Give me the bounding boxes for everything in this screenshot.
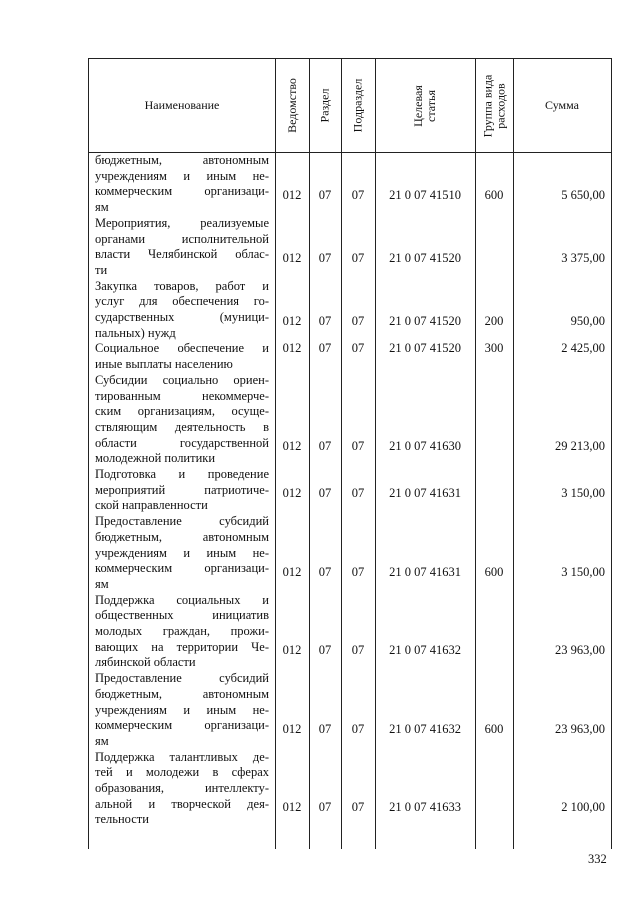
ved-cell: 012: [282, 439, 302, 454]
table-row: [89, 671, 611, 750]
celevaya-cell: 21 0 07 41631: [389, 564, 461, 579]
row-name-line: ствляющим деятельность в: [95, 419, 269, 434]
row-name-line: ским организациям, осуще-: [95, 404, 269, 419]
summa-cell: 29 213,00: [555, 439, 605, 454]
row-name-line: молодежной политики: [95, 451, 216, 466]
ved-cell: 012: [282, 341, 302, 356]
razdel-cell: 07: [318, 188, 332, 203]
row-name-line: сударственных (муници-: [95, 310, 269, 324]
row-name-line: коммерческим организаци-: [95, 561, 269, 576]
row-name-line: учреждениям и иным не-: [95, 168, 269, 183]
header-razdel-label: Раздел: [317, 88, 332, 123]
table-row: [89, 216, 611, 279]
table-row: [89, 750, 611, 829]
razdel-cell: 07: [318, 643, 332, 658]
row-name-line: власти Челябинской облас-: [95, 247, 269, 262]
razdel-cell: 07: [318, 250, 332, 265]
table-row: [89, 341, 611, 372]
header-summa-label: Сумма: [545, 98, 579, 112]
row-name-line: общественных инициатив: [95, 608, 269, 623]
ved-cell: 012: [282, 643, 302, 658]
row-name-line: коммерческим организаци-: [95, 184, 269, 199]
table-row: [89, 514, 611, 593]
page-number: 332: [588, 852, 607, 866]
row-name-line: услуг для обеспечения го-: [95, 294, 269, 309]
row-name-line: пальных) нужд: [95, 325, 176, 340]
table-row: [89, 467, 611, 514]
row-name-line: бюджетным, автономным: [95, 153, 269, 167]
row-name-line: Субсидии социально ориен-: [95, 372, 269, 387]
header-ved-label: Ведомство: [284, 78, 299, 133]
budget-table: [88, 58, 612, 849]
row-name: [95, 593, 269, 672]
row-name-line: ской направленности: [95, 498, 208, 513]
celevaya-cell: 21 0 07 41632: [389, 721, 461, 736]
razdel-cell: 07: [318, 341, 332, 356]
row-name: [95, 373, 269, 467]
row-name-line: Подготовка и проведение: [95, 467, 269, 481]
summa-cell: 5 650,00: [561, 188, 605, 203]
summa-cell: 23 963,00: [555, 643, 605, 658]
ved-cell: 012: [282, 250, 302, 265]
row-name-line: органами исполнительной: [95, 231, 269, 246]
podrazdel-cell: 07: [351, 250, 365, 265]
table-row: [89, 153, 611, 216]
summa-cell: 2 425,00: [561, 341, 605, 356]
row-name-line: молодых граждан, прожи-: [95, 624, 269, 638]
gruppa-cell: 600: [484, 564, 504, 579]
row-name-line: коммерческим организаци-: [95, 718, 269, 733]
table-row: [89, 279, 611, 342]
header-celevaya-label: Целевая статья: [410, 84, 438, 127]
row-name-line: тельности: [95, 812, 149, 827]
razdel-cell: 07: [318, 800, 332, 815]
row-name-line: бюджетным, автономным: [95, 686, 269, 701]
row-name-line: ям: [95, 200, 109, 215]
celevaya-cell: 21 0 07 41520: [389, 341, 461, 356]
row-name-line: области государственной: [95, 435, 269, 450]
celevaya-cell: 21 0 07 41633: [389, 800, 461, 815]
gruppa-cell: 600: [484, 721, 504, 736]
razdel-cell: 07: [318, 439, 332, 454]
razdel-cell: 07: [318, 313, 332, 328]
row-name-line: альной и творческой дея-: [95, 796, 269, 811]
ved-cell: 012: [282, 486, 302, 501]
row-name-line: ти: [95, 262, 108, 277]
podrazdel-cell: 07: [351, 313, 365, 328]
table-row: [89, 373, 611, 467]
celevaya-cell: 21 0 07 41630: [389, 439, 461, 454]
header-celevaya: [375, 59, 475, 152]
razdel-cell: 07: [318, 564, 332, 579]
summa-cell: 3 150,00: [561, 564, 605, 579]
razdel-cell: 07: [318, 486, 332, 501]
header-gruppa-label: Группа вида расходов: [480, 74, 507, 137]
row-name-line: Поддержка социальных и: [95, 592, 269, 607]
row-name-line: образования, интеллекту-: [95, 781, 269, 795]
ved-cell: 012: [282, 564, 302, 579]
header-ved: [275, 59, 309, 152]
header-razdel: [309, 59, 341, 152]
row-name-line: Закупка товаров, работ и: [95, 278, 269, 293]
ved-cell: 012: [282, 188, 302, 203]
gruppa-cell: 300: [484, 341, 504, 356]
header-podrazdel: [341, 59, 375, 152]
celevaya-cell: 21 0 07 41510: [389, 188, 461, 203]
celevaya-cell: 21 0 07 41520: [389, 313, 461, 328]
summa-cell: 2 100,00: [561, 800, 605, 815]
row-name-line: ям: [95, 576, 109, 591]
summa-cell: 950,00: [570, 313, 605, 328]
ved-cell: 012: [282, 721, 302, 736]
row-name: [95, 279, 269, 342]
podrazdel-cell: 07: [351, 188, 365, 203]
row-name-line: учреждениям и иным не-: [95, 702, 269, 717]
podrazdel-cell: 07: [351, 643, 365, 658]
row-name-line: мероприятий патриотиче-: [95, 482, 269, 497]
podrazdel-cell: 07: [351, 486, 365, 501]
summa-cell: 23 963,00: [555, 721, 605, 736]
row-name-line: Предоставление субсидий: [95, 514, 269, 529]
razdel-cell: 07: [318, 721, 332, 736]
ved-cell: 012: [282, 313, 302, 328]
header-name: [89, 59, 275, 152]
row-name: [95, 514, 269, 593]
header-gruppa: [475, 59, 513, 152]
row-name-line: тей и молодежи в сферах: [95, 765, 269, 780]
row-name-line: ям: [95, 733, 109, 748]
podrazdel-cell: 07: [351, 800, 365, 815]
row-name: [95, 671, 269, 750]
row-name: [95, 216, 269, 279]
row-name-line: учреждениям и иным не-: [95, 545, 269, 560]
gruppa-cell: 600: [484, 188, 504, 203]
gruppa-cell: 200: [484, 313, 504, 328]
celevaya-cell: 21 0 07 41631: [389, 486, 461, 501]
row-name: [95, 750, 269, 829]
row-name-line: лябинской области: [95, 655, 196, 670]
row-name: [95, 153, 269, 216]
table-row: [89, 593, 611, 672]
row-name-line: Мероприятия, реализуемые: [95, 215, 269, 230]
row-name-line: тированным некоммерче-: [95, 388, 269, 403]
row-name: [95, 467, 269, 514]
row-name-line: иные выплаты населению: [95, 357, 233, 372]
ved-cell: 012: [282, 800, 302, 815]
header-podrazdel-label: Подраздел: [350, 78, 365, 133]
row-name-line: Поддержка талантливых де-: [95, 749, 269, 764]
podrazdel-cell: 07: [351, 721, 365, 736]
row-name-line: Социальное обеспечение и: [95, 341, 269, 356]
row-name: [95, 341, 269, 372]
podrazdel-cell: 07: [351, 439, 365, 454]
row-name-line: Предоставление субсидий: [95, 671, 269, 686]
celevaya-cell: 21 0 07 41520: [389, 250, 461, 265]
table-header: [89, 59, 611, 153]
summa-cell: 3 375,00: [561, 250, 605, 265]
summa-cell: 3 150,00: [561, 486, 605, 501]
row-name-line: бюджетным, автономным: [95, 529, 269, 544]
podrazdel-cell: 07: [351, 564, 365, 579]
celevaya-cell: 21 0 07 41632: [389, 643, 461, 658]
podrazdel-cell: 07: [351, 341, 365, 356]
header-summa: [513, 59, 611, 152]
row-name-line: вающих на территории Че-: [95, 639, 269, 654]
header-name-label: Наименование: [144, 98, 220, 112]
